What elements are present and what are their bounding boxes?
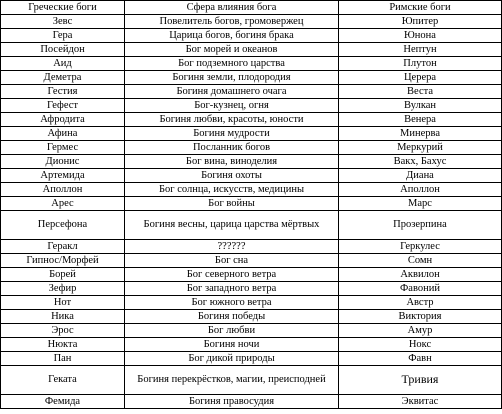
table-row: [1, 197, 502, 211]
greek-god-cell: Арес: [1, 197, 125, 211]
sphere-cell: Богиня правосудия: [125, 395, 339, 409]
table-row: [1, 155, 502, 169]
sphere-cell: Бог сна: [125, 254, 339, 268]
roman-god-cell: Церера: [339, 71, 502, 85]
roman-god-cell: Меркурий: [339, 141, 502, 155]
sphere-cell: Богиня перекрёстков, магии, преисподней: [125, 366, 339, 395]
roman-god-cell: Плутон: [339, 57, 502, 71]
roman-god-cell: Виктория: [339, 310, 502, 324]
roman-god-cell: Фавн: [339, 352, 502, 366]
table-row: [1, 395, 502, 409]
greek-god-cell: Зефир: [1, 282, 125, 296]
header-greek-gods: Греческие боги: [1, 1, 125, 15]
greek-god-cell: Гестия: [1, 85, 125, 99]
table-row: [1, 43, 502, 57]
sphere-cell: Бог дикой природы: [125, 352, 339, 366]
table-row: [1, 29, 502, 43]
greek-god-cell: Эрос: [1, 324, 125, 338]
greek-god-cell: Фемида: [1, 395, 125, 409]
sphere-cell: Богиня ночи: [125, 338, 339, 352]
table-row: [1, 71, 502, 85]
roman-god-cell: Венера: [339, 113, 502, 127]
roman-god-cell: Юпитер: [339, 15, 502, 29]
table-row: [1, 352, 502, 366]
greek-god-cell: Посейдон: [1, 43, 125, 57]
table-row: [1, 324, 502, 338]
greek-god-cell: Афина: [1, 127, 125, 141]
sphere-cell: Бог южного ветра: [125, 296, 339, 310]
roman-god-cell: Нептун: [339, 43, 502, 57]
roman-god-cell: Нокс: [339, 338, 502, 352]
roman-god-cell: Аквилон: [339, 268, 502, 282]
sphere-cell: Бог любви: [125, 324, 339, 338]
roman-god-cell: Амур: [339, 324, 502, 338]
sphere-cell: Бог вина, виноделия: [125, 155, 339, 169]
table-row: [1, 15, 502, 29]
roman-god-cell: Веста: [339, 85, 502, 99]
roman-god-cell: Фавоний: [339, 282, 502, 296]
roman-god-cell: Диана: [339, 169, 502, 183]
table-row: [1, 254, 502, 268]
sphere-cell: Богиня победы: [125, 310, 339, 324]
greek-god-cell: Гера: [1, 29, 125, 43]
roman-god-cell: Сомн: [339, 254, 502, 268]
sphere-cell: Царица богов, богиня брака: [125, 29, 339, 43]
roman-god-cell: Эквитас: [339, 395, 502, 409]
table-row: [1, 127, 502, 141]
sphere-cell: Посланник богов: [125, 141, 339, 155]
roman-god-cell: Минерва: [339, 127, 502, 141]
roman-god-cell: Вакх, Бахус: [339, 155, 502, 169]
roman-god-cell: Геркулес: [339, 240, 502, 254]
sphere-cell: Богиня охоты: [125, 169, 339, 183]
table-header-row: [1, 1, 502, 15]
greek-god-cell: Пан: [1, 352, 125, 366]
greek-god-cell: Нот: [1, 296, 125, 310]
table-row: [1, 169, 502, 183]
sphere-cell: Богиня домашнего очага: [125, 85, 339, 99]
table-row: [1, 296, 502, 310]
greek-god-cell: Аид: [1, 57, 125, 71]
greek-god-cell: Персефона: [1, 211, 125, 240]
sphere-cell: Богиня земли, плодородия: [125, 71, 339, 85]
sphere-cell: Бог войны: [125, 197, 339, 211]
greek-god-cell: Гипнос/Морфей: [1, 254, 125, 268]
sphere-cell: Бог солнца, искусств, медицины: [125, 183, 339, 197]
sphere-cell: Бог северного ветра: [125, 268, 339, 282]
roman-god-cell: Прозерпина: [339, 211, 502, 240]
greek-god-cell: Дионис: [1, 155, 125, 169]
table-row: [1, 211, 502, 240]
roman-god-cell: Марс: [339, 197, 502, 211]
sphere-cell: Бог западного ветра: [125, 282, 339, 296]
sphere-cell: Богиня весны, царица царства мёртвых: [125, 211, 339, 240]
header-sphere: Сфера влияния бога: [125, 1, 339, 15]
roman-god-cell: Юнона: [339, 29, 502, 43]
table-row: [1, 57, 502, 71]
table-row: [1, 183, 502, 197]
greek-god-cell: Борей: [1, 268, 125, 282]
table-row: [1, 99, 502, 113]
header-roman-gods: Римские боги: [339, 1, 502, 15]
greek-god-cell: Гермес: [1, 141, 125, 155]
table-row: [1, 240, 502, 254]
table-row: [1, 85, 502, 99]
table-row: [1, 282, 502, 296]
table-row: [1, 113, 502, 127]
greek-god-cell: Деметра: [1, 71, 125, 85]
sphere-cell: Повелитель богов, громовержец: [125, 15, 339, 29]
roman-god-cell: Аполлон: [339, 183, 502, 197]
table-row: [1, 366, 502, 395]
sphere-cell: Богиня любви, красоты, юности: [125, 113, 339, 127]
greek-god-cell: Гефест: [1, 99, 125, 113]
roman-god-cell: Австр: [339, 296, 502, 310]
greek-god-cell: Нюкта: [1, 338, 125, 352]
sphere-cell: Бог подземного царства: [125, 57, 339, 71]
sphere-cell: ??????: [125, 240, 339, 254]
sphere-cell: Богиня мудрости: [125, 127, 339, 141]
greek-god-cell: Ника: [1, 310, 125, 324]
table-row: [1, 338, 502, 352]
greek-god-cell: Зевс: [1, 15, 125, 29]
table-row: [1, 268, 502, 282]
table-row: [1, 141, 502, 155]
greek-god-cell: Геракл: [1, 240, 125, 254]
sphere-cell: Бог-кузнец, огня: [125, 99, 339, 113]
greek-god-cell: Геката: [1, 366, 125, 395]
roman-god-cell: Вулкан: [339, 99, 502, 113]
greek-god-cell: Афродита: [1, 113, 125, 127]
table-row: [1, 310, 502, 324]
sphere-cell: Бог морей и океанов: [125, 43, 339, 57]
greek-god-cell: Артемида: [1, 169, 125, 183]
greek-god-cell: Аполлон: [1, 183, 125, 197]
roman-god-cell: Тривия: [339, 366, 502, 395]
